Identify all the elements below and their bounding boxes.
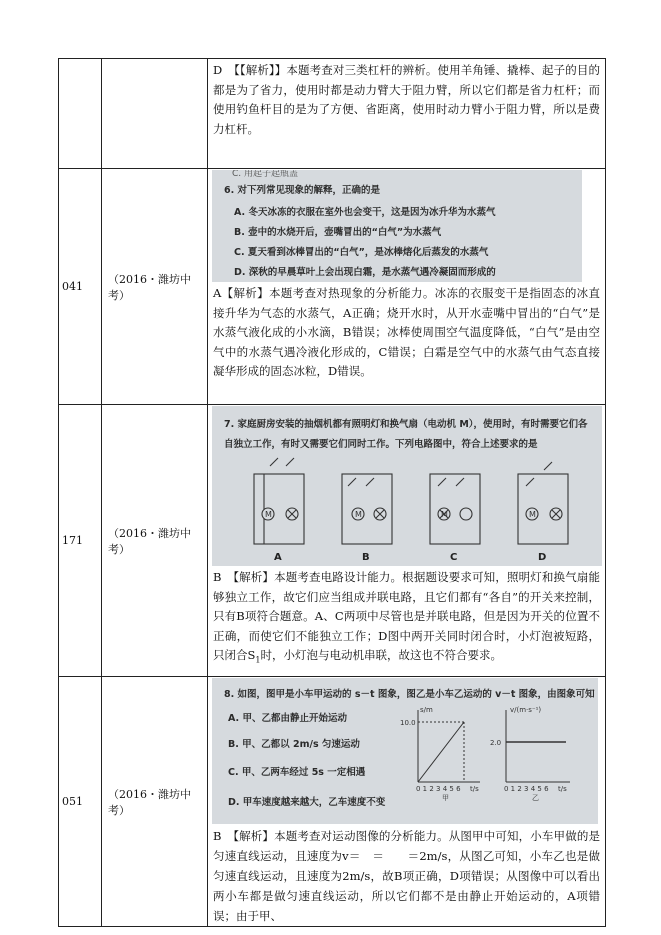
circuit-diagrams xyxy=(212,456,602,566)
question-source: （2016・潍坊中考） xyxy=(102,169,208,405)
analysis-text: D 【【解析】】本题考查对三类杠杆的辨析。使用羊角锤、撬棒、起子的目的都是为了省力，使用时都是动力臂大于阻力臂，所以它们都是省力杠杆；而使用钓鱼杆目的是为了方便、省距离，使用时动力臂小于阻力臂，所以是费力杠杆。 xyxy=(213,63,600,136)
question-stem-cont: 自独立工作，有时又需要它们同时工作。下列电路图中，符合上述要求的是 xyxy=(224,439,538,450)
question-source xyxy=(102,59,208,169)
question-content xyxy=(208,405,606,677)
option: B. 甲、乙都以 2m/s 匀速运动 xyxy=(228,739,360,750)
question-id: 041 xyxy=(59,169,102,405)
cut-line: C. 用起子起瓶盖 xyxy=(232,170,299,179)
analysis-text: A【解析】本题考查对热现象的分析能力。冰冻的衣服变干是指固态的冰直接升华为气态的水蒸气，A正确；烧开水时，从开水壶嘴中冒出的“白气”是水蒸气液化成的小水滴，B错误；冰棒使周围空气温度降低，“白气”是由空气中的水蒸气遇冷液化形成的，C错误；白霜是空气中的水蒸气由气态直接凝华形成的固态冰粒，D错误。 xyxy=(213,286,600,378)
motion-graphs xyxy=(398,702,578,802)
option-label: D xyxy=(538,552,547,563)
question-photo xyxy=(212,406,602,566)
question-photo xyxy=(212,170,582,282)
option: C. 夏天看到冰棒冒出的“白气”，是冰棒熔化后蒸发的水蒸气 xyxy=(234,247,489,258)
motor-symbol: M xyxy=(355,510,362,519)
graph2-xticks: 0 1 2 3 4 5 6 xyxy=(504,785,549,793)
option: D. 甲车速度越来越大，乙车速度不变 xyxy=(228,797,386,808)
graph1-ylabel: s/m xyxy=(420,706,433,714)
question-id xyxy=(59,59,102,169)
option: A. 冬天冰冻的衣服在室外也会变干，这是因为冰升华为水蒸气 xyxy=(234,207,496,218)
question-stem: 8. 如图，图甲是小车甲运动的 s－t 图象，图乙是小车乙运动的 v－t 图象，由图象可知 xyxy=(224,689,595,700)
question-table xyxy=(58,58,606,927)
graph1-xticks: 0 1 2 3 4 5 6 xyxy=(416,785,461,793)
option: B. 壶中的水烧开后，壶嘴冒出的“白气”为水蒸气 xyxy=(234,227,442,238)
question-id: 051 xyxy=(59,677,102,927)
question-photo xyxy=(212,678,598,824)
question-content xyxy=(208,169,606,405)
motor-symbol: M xyxy=(265,510,272,519)
option-label: A xyxy=(274,552,282,563)
table-row xyxy=(59,677,606,927)
graph1-xlabel: t/s xyxy=(470,785,479,793)
question-content xyxy=(208,59,606,169)
question-source: （2016・潍坊中考） xyxy=(102,405,208,677)
question-stem: 6. 对下列常见现象的解释，正确的是 xyxy=(224,185,381,196)
graph1-name: 甲 xyxy=(442,794,449,802)
question-stem: 7. 家庭厨房安装的抽烟机都有照明灯和换气扇（电动机 M），使用时，有时需要它们各 xyxy=(224,419,588,430)
option-label: B xyxy=(362,552,370,563)
option: A. 甲、乙都由静止开始运动 xyxy=(228,713,347,724)
graph2-xlabel: t/s xyxy=(558,785,567,793)
question-id: 171 xyxy=(59,405,102,677)
table-row xyxy=(59,405,606,677)
graph2-ylabel: v/(m·s⁻¹) xyxy=(510,706,542,714)
graph2-name: 乙 xyxy=(532,794,539,802)
graph2-yval: 2.0 xyxy=(490,739,502,747)
graph1-yval: 10.0 xyxy=(400,719,416,727)
table-row xyxy=(59,169,606,405)
option-label: C xyxy=(450,552,458,563)
analysis-text: B 【解析】本题考查对运动图像的分析能力。从图甲中可知，小车甲做的是匀速直线运动，且速度为v＝ ＝ ＝2m/s，从图乙可知，小车乙也是做匀速直线运动，且速度为2m/s，故B项正确，D项错误；从图像中可以看出两小车都是做匀速直线运动，所以它们都不是由静止开始运动的，A项错误；由于甲、 xyxy=(213,829,600,923)
option: C. 甲、乙两车经过 5s 一定相遇 xyxy=(228,767,366,778)
table-row xyxy=(59,59,606,169)
question-source: （2016・潍坊中考） xyxy=(102,677,208,927)
question-content xyxy=(208,677,606,927)
motor-symbol: M xyxy=(529,510,536,519)
motor-symbol: M xyxy=(441,510,448,519)
option: D. 深秋的早晨草叶上会出现白霜，是水蒸气遇冷凝固而形成的 xyxy=(234,267,496,278)
analysis-text: B 【解析】本题考查电路设计能力。根据题设要求可知，照明灯和换气扇能够独立工作，故它们应当组成并联电路，且它们都有“各自”的开关来控制，只有B项符合题意。A、C两项中尽管也是并联电路，但是因为开关的位置不正确，而使它们不能独立工作；D图中两开关同时闭合时，小灯泡被短路，只闭合$S_1$时，小灯泡与电动机串联，故这也不符合要求。 xyxy=(213,570,600,665)
